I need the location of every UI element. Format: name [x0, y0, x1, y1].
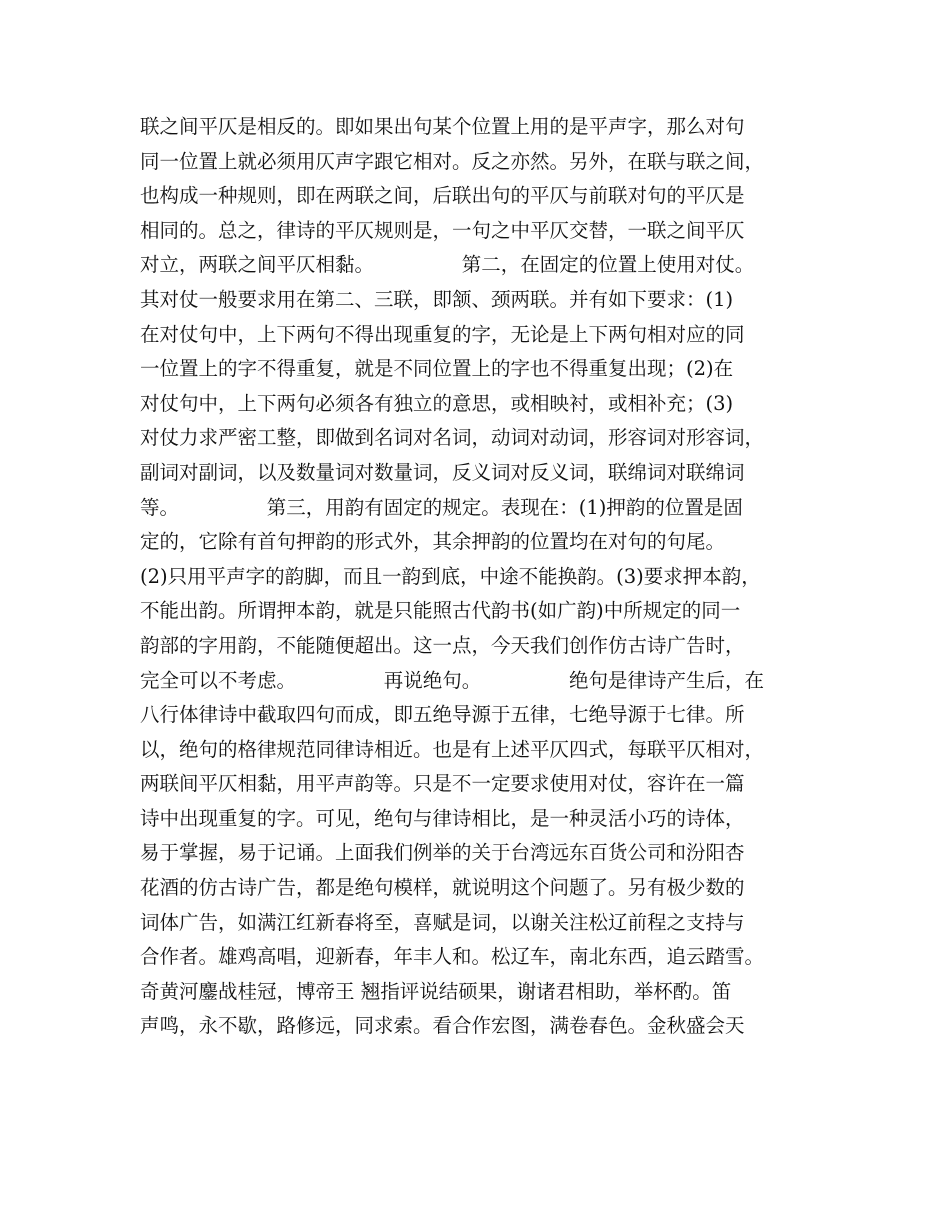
text-line-24: 词体广告，如满江红新春将至，喜赋是词，以谢关注松辽前程之支持与 — [140, 910, 745, 934]
text-line-10: 对仗力求严密工整，即做到名词对名词，动词对动词，形容词对形容词， — [140, 426, 765, 450]
body-text — [140, 110, 840, 1044]
text-line-26: 奇黄河鏖战桂冠，博帝王 翘指评说结硕果，谢诸君相助，举杯酌。笛 — [140, 979, 732, 1003]
text-line-11: 副词对副词，以及数量词对数量词，反义词对反义词，联绵词对联绵词 — [140, 460, 745, 484]
text-line-9: 对仗句中，上下两句必须各有独立的意思，或相映衬，或相补充；(3) — [140, 391, 734, 415]
text-line-18: 八行体律诗中截取四句而成，即五绝导源于五律，七绝导源于七律。所 — [140, 703, 745, 727]
text-line-8: 一位置上的字不得重复，就是不同位置上的字也不得重复出现；(2)在 — [140, 357, 734, 381]
text-line-25: 合作者。雄鸡高唱，迎新春，年丰人和。松辽车，南北东西，追云踏雪。 — [140, 945, 765, 969]
text-line-12: 等。 第三，用韵有固定的规定。表现在：(1)押韵的位置是固 — [140, 495, 743, 519]
text-line-2: 同一位置上就必须用仄声字跟它相对。反之亦然。另外，在联与联之间， — [140, 149, 765, 173]
text-line-1: 联之间平仄是相反的。即如果出句某个位置上用的是平声字，那么对句 — [140, 115, 745, 138]
text-line-3: 也构成一种规则，即在两联之间，后联出句的平仄与前联对句的平仄是 — [140, 184, 745, 208]
text-line-16: 韵部的字用韵，不能随便超出。这一点，今天我们创作仿古诗广告时， — [140, 633, 745, 657]
text-line-21: 诗中出现重复的字。可见，绝句与律诗相比，是一种灵活小巧的诗体， — [140, 806, 745, 830]
text-line-27: 声鸣，永不歇，路修远，同求索。看合作宏图，满卷春色。金秋盛会天 — [140, 1014, 745, 1038]
text-line-17: 完全可以不考虑。 再说绝句。 绝句是律诗产生后，在 — [140, 668, 765, 692]
text-line-23: 花酒的仿古诗广告，都是绝句模样，就说明这个问题了。另有极少数的 — [140, 876, 745, 900]
text-line-22: 易于掌握，易于记诵。上面我们例举的关于台湾远东百货公司和汾阳杏 — [140, 841, 745, 865]
text-line-5: 对立，两联之间平仄相黏。 第二，在固定的位置上使用对仗。 — [140, 253, 755, 277]
text-line-13: 定的，它除有首句押韵的形式外，其余押韵的位置均在对句的句尾。 — [140, 530, 726, 554]
text-line-6: 其对仗一般要求用在第二、三联，即颔、颈两联。并有如下要求：(1) — [140, 287, 734, 311]
text-line-15: 不能出韵。所谓押本韵，就是只能照古代韵书(如广韵)中所规定的同一 — [140, 599, 741, 623]
text-line-19: 以，绝句的格律规范同律诗相近。也是有上述平仄四式，每联平仄相对， — [140, 737, 765, 761]
text-line-14: (2)只用平声字的韵脚，而且一韵到底，中途不能换韵。(3)要求押本韵， — [140, 564, 761, 588]
text-line-20: 两联间平仄相黏，用平声韵等。只是不一定要求使用对仗，容许在一篇 — [140, 772, 745, 796]
text-line-7: 在对仗句中，上下两句不得出现重复的字，无论是上下两句相对应的同 — [140, 322, 745, 346]
text-line-4: 相同的。总之，律诗的平仄规则是，一句之中平仄交替，一联之间平仄 — [140, 218, 745, 242]
